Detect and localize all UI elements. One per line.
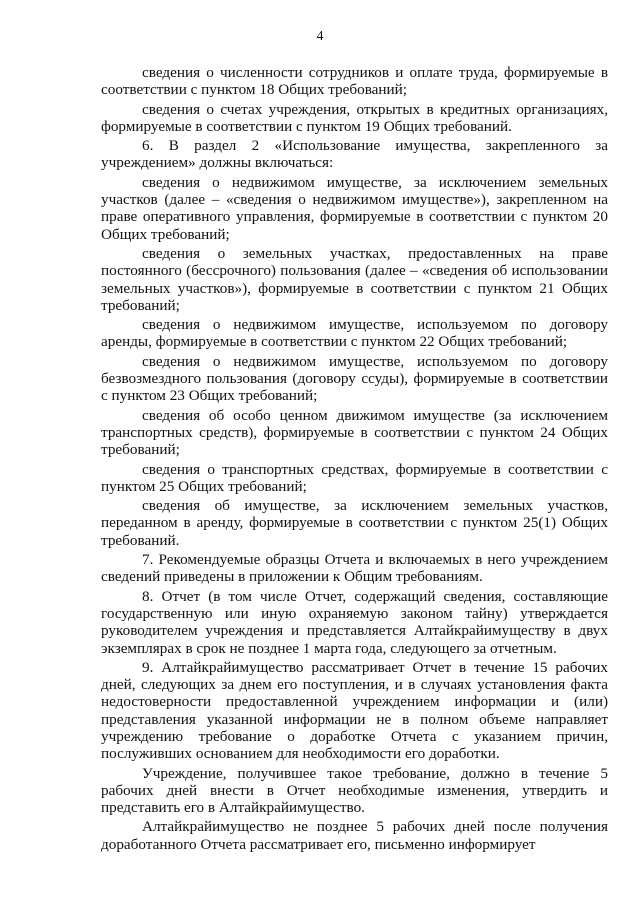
paragraph-accounts-info: сведения о счетах учреждения, открытых в кредитных организациях, формируемые в соответствии с пунктом 19 Общих требований. <box>101 100 608 135</box>
paragraph-real-estate: сведения о недвижимом имуществе, за исключением земельных участков (далее – «сведения о недвижимом имуществе»), закрепленном на праве оперативного управления, формируемые в соответствии с пунктом 20 Общих требований; <box>101 173 608 243</box>
paragraph-item-9: 9. Алтайкрайимущество рассматривает Отчет в течение 15 рабочих дней, следующих за днем его поступления, и в случаях установления факта недостоверности предоставленной учреждением информации и (или) представления указанной информации не в полном объеме направляет учреждению требование о доработке Отчета с указанием причин, послуживших основанием для необходимости его доработки. <box>101 658 608 763</box>
paragraph-section-2: 6. В раздел 2 «Использование имущества, закрепленного за учреждением» должны включаться: <box>101 137 608 172</box>
paragraph-land-plots: сведения о земельных участках, предоставленных на праве постоянного (бессрочного) пользования (далее – «сведения об использовании земельных участков»), формируемые в соответствии с пунктом 21 Общих требований; <box>101 244 608 314</box>
document-body <box>101 64 608 855</box>
paragraph-item-7: 7. Рекомендуемые образцы Отчета и включаемых в него учреждением сведений приведены в приложении к Общим требованиям. <box>101 551 608 586</box>
paragraph-staff-info: сведения о численности сотрудников и оплате труда, формируемые в соответствии с пунктом 18 Общих требований; <box>101 64 608 99</box>
paragraph-item-8: 8. Отчет (в том числе Отчет, содержащий сведения, составляющие государственную или иную охраняемую законом тайну) утверждается руководителем учреждения и представляется Алтайкрайимуществу в двух экземплярах в срок не позднее 1 марта года, следующего за отчетным. <box>101 587 608 657</box>
paragraph-valuable-movables: сведения об особо ценном движимом имуществе (за исключением транспортных средств), формируемые в соответствии с пунктом 24 Общих требований; <box>101 406 608 459</box>
paragraph-vehicles: сведения о транспортных средствах, формируемые в соответствии с пунктом 25 Общих требований; <box>101 460 608 495</box>
paragraph-review: Алтайкрайимущество не позднее 5 рабочих дней после получения доработанного Отчета рассматривает его, письменно информирует <box>101 818 608 853</box>
paragraph-revision: Учреждение, получившее такое требование, должно в течение 5 рабочих дней внести в Отчет необходимые изменения, утвердить и представить его в Алтайкрайимущество. <box>101 764 608 817</box>
paragraph-free-use: сведения о недвижимом имуществе, используемом по договору безвозмездного пользования (договору ссуды), формируемые в соответствии с пунктом 23 Общих требований; <box>101 352 608 405</box>
paragraph-leased-out: сведения об имуществе, за исключением земельных участков, переданном в аренду, формируемые в соответствии с пунктом 25(1) Общих требований. <box>101 497 608 549</box>
paragraph-lease: сведения о недвижимом имуществе, используемом по договору аренды, формируемые в соответствии с пунктом 22 Общих требований; <box>101 316 608 351</box>
page-number: 4 <box>316 29 324 44</box>
